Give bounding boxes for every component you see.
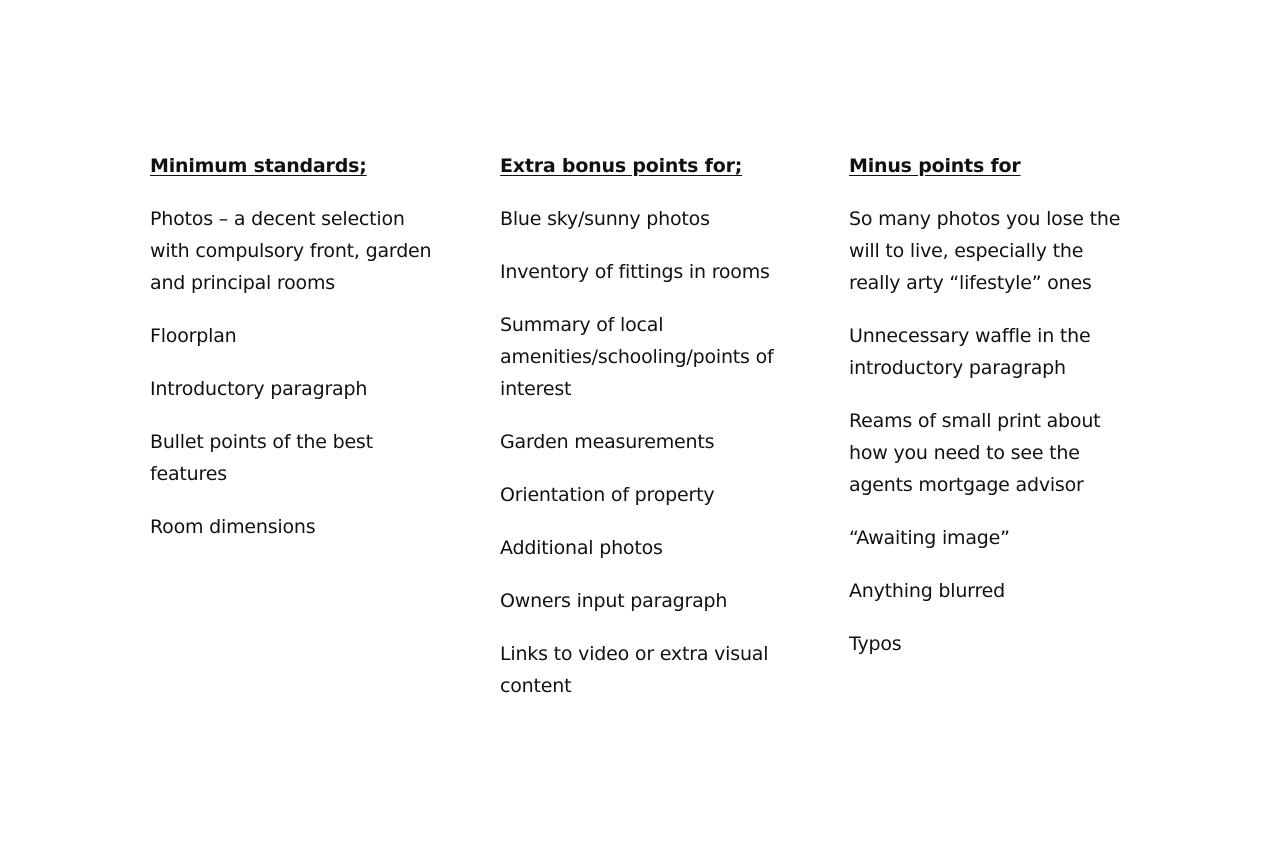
- list-item: Anything blurred: [849, 580, 1005, 602]
- list-item: Bullet points of the best features: [150, 431, 373, 485]
- list-item: Reams of small print about how you need to see the agents mortgage advisor: [849, 410, 1101, 496]
- list-item: Typos: [849, 633, 902, 655]
- list-item: Links to video or extra visual content: [500, 643, 769, 697]
- list-item: Orientation of property: [500, 484, 715, 506]
- list-item: “Awaiting image”: [849, 527, 1010, 549]
- list-item: Floorplan: [150, 325, 237, 347]
- list-item: Blue sky/sunny photos: [500, 208, 710, 230]
- extra-bonus-points-column: [500, 150, 800, 723]
- list-item: Photos – a decent selection with compulsory front, garden and principal rooms: [150, 208, 432, 294]
- list-item: Owners input paragraph: [500, 590, 728, 612]
- list-item: Introductory paragraph: [150, 378, 368, 400]
- list-item: Additional photos: [500, 537, 663, 559]
- minimum-standards-heading: Minimum standards;: [150, 155, 367, 177]
- list-item: Summary of local amenities/schooling/points of interest: [500, 314, 774, 400]
- list-item: Garden measurements: [500, 431, 715, 453]
- minimum-standards-column: [150, 150, 450, 564]
- extra-bonus-points-list: [500, 203, 800, 702]
- minimum-standards-list: [150, 203, 450, 543]
- list-item: Room dimensions: [150, 516, 316, 538]
- list-item: Inventory of fittings in rooms: [500, 261, 770, 283]
- minus-points-column: [849, 150, 1139, 681]
- minus-points-list: [849, 203, 1139, 660]
- list-item: So many photos you lose the will to live, especially the really arty “lifestyle” ones: [849, 208, 1121, 294]
- extra-bonus-points-heading: Extra bonus points for;: [500, 155, 743, 177]
- list-item: Unnecessary waffle in the introductory paragraph: [849, 325, 1091, 379]
- minus-points-heading: Minus points for: [849, 155, 1021, 177]
